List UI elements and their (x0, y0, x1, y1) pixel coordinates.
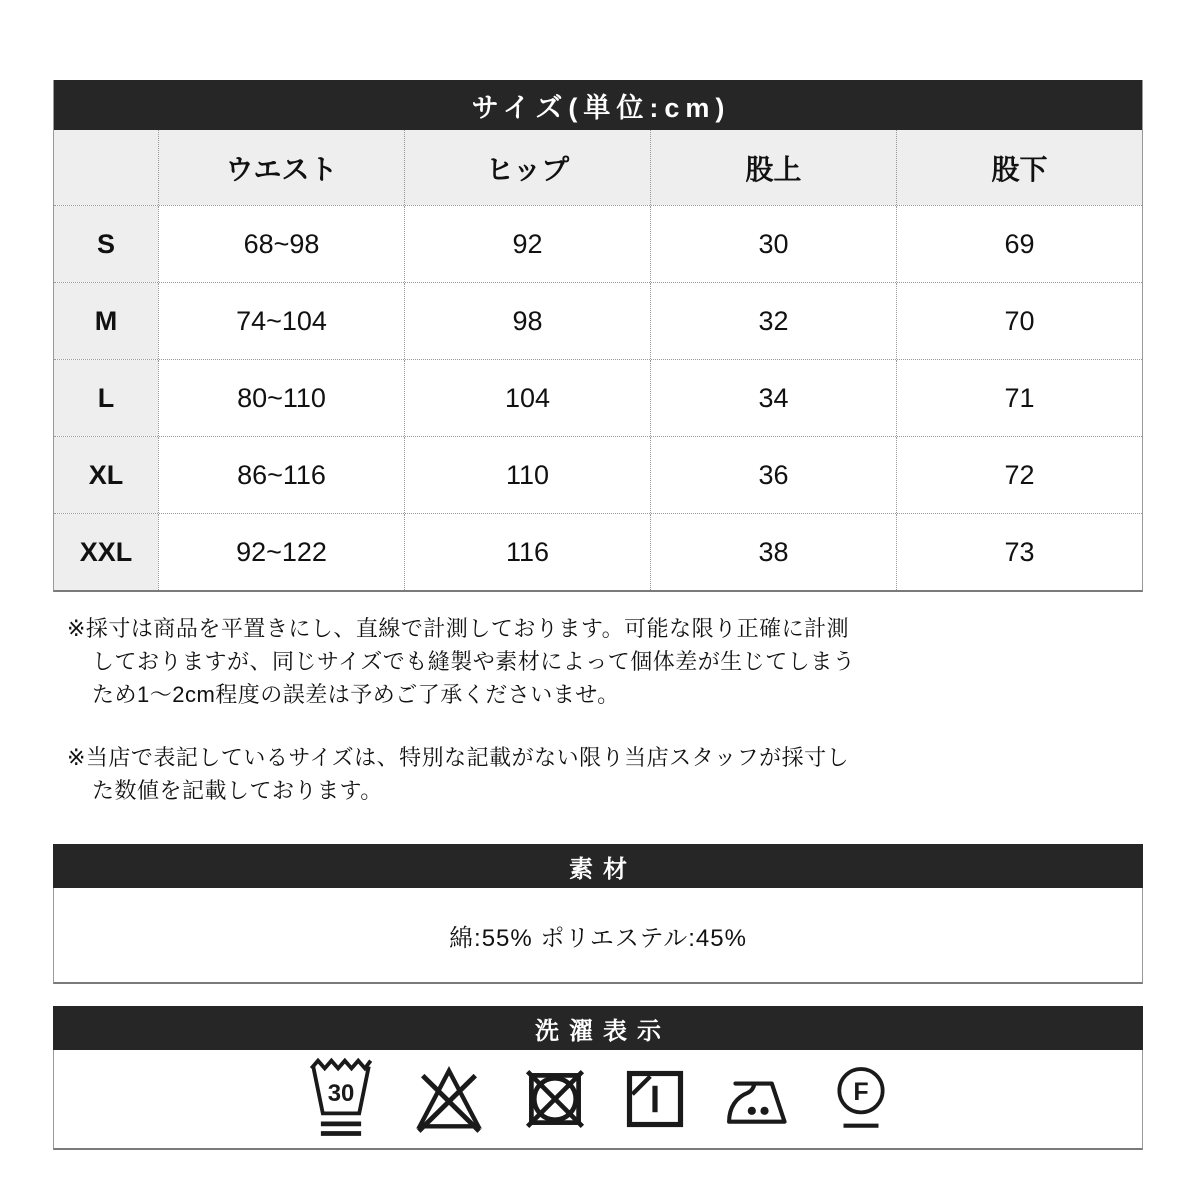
laundry-section (53, 1006, 1143, 1150)
rise-value: 30 (650, 206, 896, 282)
material-title: 素材 (569, 855, 637, 883)
hip-value: 92 (404, 206, 650, 282)
size-table-section (53, 80, 1143, 592)
size-label: XXL (54, 514, 158, 590)
material-section (53, 844, 1143, 984)
material-content: 綿:55% ポリエステル:45% (449, 924, 747, 952)
hip-value: 116 (404, 514, 650, 590)
column-header-waist: ウエスト (158, 130, 404, 205)
table-row (54, 282, 1142, 359)
inseam-value: 71 (896, 360, 1142, 436)
table-row (54, 205, 1142, 282)
table-header-row (54, 130, 1142, 205)
corner-cell (54, 130, 158, 205)
inseam-value: 70 (896, 283, 1142, 359)
note-measurement-accuracy: ※採寸は商品を平置きにし、直線で計測しております。可能な限り正確に計測しておりますが、同じサイズでも縫製や素材によって個体差が生じてしまうため1〜2cm程度の誤差は予めご了承くださいませ。 (67, 616, 856, 707)
hip-value: 104 (404, 360, 650, 436)
size-label: M (54, 283, 158, 359)
size-table-title: サイズ(単位:cm) (471, 92, 731, 123)
table-row (54, 359, 1142, 436)
material-title-bar (53, 844, 1143, 888)
size-table-title-bar (54, 80, 1142, 130)
column-header-inseam: 股下 (896, 130, 1142, 205)
rise-value: 36 (650, 437, 896, 513)
inseam-value: 72 (896, 437, 1142, 513)
rise-value: 38 (650, 514, 896, 590)
size-label: S (54, 206, 158, 282)
column-header-rise: 股上 (650, 130, 896, 205)
rise-value: 34 (650, 360, 896, 436)
waist-value: 86~116 (158, 437, 404, 513)
do-not-bleach-icon (409, 1062, 489, 1136)
measurement-notes (67, 612, 867, 837)
size-label: XL (54, 437, 158, 513)
waist-value: 80~110 (158, 360, 404, 436)
table-row (54, 513, 1142, 590)
note-staff-measured: ※当店で表記しているサイズは、特別な記載がない限り当店スタッフが採寸した数値を記載しております。 (67, 745, 850, 803)
dry-clean-letter: F (853, 1077, 869, 1106)
dry-clean-f-gentle-icon (831, 1061, 891, 1137)
column-header-hip: ヒップ (404, 130, 650, 205)
laundry-title-bar (53, 1006, 1143, 1050)
size-label: L (54, 360, 158, 436)
wash-30-very-gentle-icon (305, 1054, 377, 1144)
do-not-tumble-dry-icon (521, 1065, 589, 1133)
iron-medium-icon (721, 1069, 799, 1129)
hip-value: 98 (404, 283, 650, 359)
inseam-value: 73 (896, 514, 1142, 590)
laundry-title: 洗濯表示 (535, 1017, 671, 1045)
line-dry-in-shade-icon (621, 1065, 689, 1133)
rise-value: 32 (650, 283, 896, 359)
wash-temp-label: 30 (327, 1079, 355, 1107)
laundry-icons-row (54, 1050, 1142, 1148)
inseam-value: 69 (896, 206, 1142, 282)
table-row (54, 436, 1142, 513)
hip-value: 110 (404, 437, 650, 513)
waist-value: 92~122 (158, 514, 404, 590)
waist-value: 74~104 (158, 283, 404, 359)
waist-value: 68~98 (158, 206, 404, 282)
